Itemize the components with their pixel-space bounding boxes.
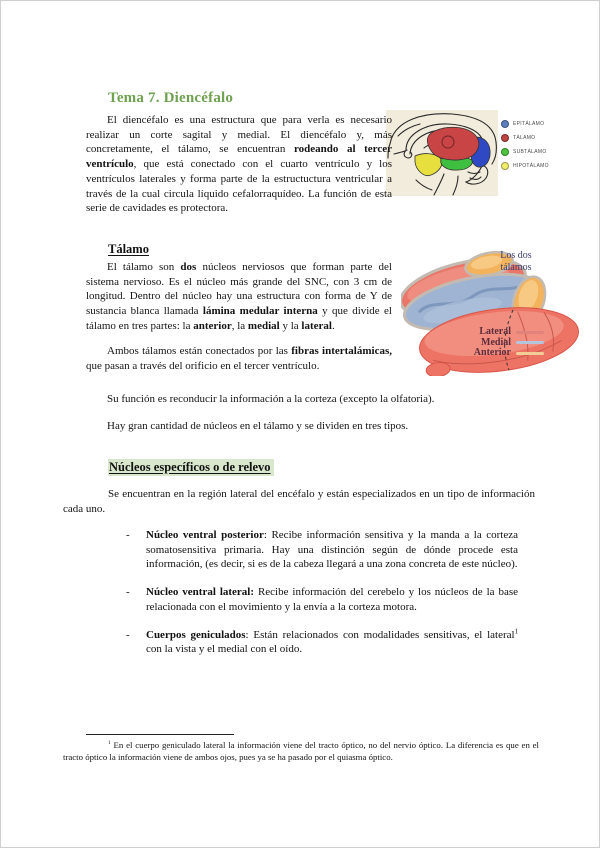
legend-color-swatch-subtalamo <box>501 148 509 156</box>
intro-paragraph: El diencéfalo es una estructura que para verla es necesario realizar un corte sagital y medial. El diencéfalo y, más concretamente, el tálamo, se encuentran rodeando al tercer ventrículo, que está conectado con el cuarto ventrículo y los ventrículos laterales y forma parte de la estructuctura ventricular a través de la cual circula líquido cefalorraquídeo. La función de esta serie de cavidades es protectora. <box>86 114 392 215</box>
brain-sagittal-illustration <box>386 110 498 196</box>
legend-label: SUBTÁLAMO <box>513 149 547 155</box>
legend-label: Medial <box>481 336 511 348</box>
bullet-text: Núcleo ventral lateral: Recibe información del cerebelo y los núcleos de la base relacionada con el movimiento y la envía a la corteza motora. <box>146 586 519 613</box>
section-heading-talamo: Tálamo <box>108 242 149 256</box>
talamo-paragraph-4: Hay gran cantidad de núcleos en el tálamo y se dividen en tres tipos. <box>107 420 409 432</box>
legend-color-swatch-epitalamo <box>501 120 509 128</box>
thalamus-figure-caption: Los dos tálamos <box>500 250 532 273</box>
talamo-paragraph-2: Ambos tálamos están conectados por las fibras intertalámicas, que pasan a través del orificio en el tercer ventrículo. <box>86 345 392 372</box>
thalamus-figure-legend <box>447 327 544 359</box>
legend-color-swatch-hipotalamo <box>501 162 509 170</box>
bullet-dash: - <box>126 529 130 541</box>
legend-item <box>447 327 544 338</box>
section-heading-nucleos-wrap <box>108 458 274 476</box>
bullet-dash: - <box>126 586 130 599</box>
nucleos-bullet-list <box>126 528 518 670</box>
legend-label: HIPOTÁLAMO <box>513 163 549 169</box>
page-title: Tema 7. Diencéfalo <box>108 90 234 106</box>
legend-label: Anterior <box>473 347 511 359</box>
bullet-dash: - <box>126 628 130 641</box>
section-heading-nucleos: Núcleos específicos o de relevo <box>108 459 274 476</box>
nucleos-intro-paragraph: Se encuentran en la región lateral del encéfalo y están especializados en un tipo de información cada uno. <box>63 488 535 515</box>
legend-color-dash-anterior <box>516 352 544 355</box>
thalamus-figure <box>401 248 593 376</box>
legend-item <box>501 148 549 156</box>
brain-region-talamo <box>427 127 478 160</box>
bullet-item-ventral-posterior <box>126 528 518 572</box>
bullet-item-cuerpos-geniculados <box>126 628 518 657</box>
brain-sagittal-figure <box>386 110 578 200</box>
talamo-paragraph-1: El tálamo son dos núcleos nerviosos que forman parte del sistema nervioso. Es el núcleo más grande del SNC, con 3 cm de longitud. Dentro del núcleo hay una estructura con forma de Y de sustancia blanca llamada lámina medular interna y que divide el tálamo en tres partes: la anterior, la medial y la lateral. <box>86 261 392 332</box>
legend-item <box>501 134 549 142</box>
bullet-item-ventral-lateral <box>126 585 518 614</box>
legend-label: Lateral <box>479 326 511 338</box>
talamo-paragraph-3: Su función es reconducir la información a la corteza (excepto la olfatoria). <box>107 393 435 405</box>
legend-item <box>501 162 549 170</box>
legend-item <box>501 120 549 128</box>
legend-color-dash-medial <box>516 341 544 344</box>
bullet-text: Núcleo ventral posterior: Recibe información sensitiva y la manda a la corteza somatosensitiva primaria. Hay una distinción según de dónde procede esta información, (es decir, si es de la cabeza llegará a una zona concreta de este núcleo). <box>146 529 518 571</box>
brain-figure-legend <box>501 120 549 176</box>
legend-item <box>447 348 544 359</box>
bullet-text: Cuerpos geniculados: Están relacionados con modalidades sensitivas, el lateral$^1$ con la vista y el medial con el oído. <box>146 627 518 656</box>
footnote-separator <box>86 734 234 735</box>
legend-color-swatch-talamo <box>501 134 509 142</box>
legend-label: EPITÁLAMO <box>513 121 545 127</box>
legend-label: TÁLAMO <box>513 135 536 141</box>
legend-color-dash-lateral <box>516 331 544 334</box>
footnote-text: $^1$ En el cuerpo geniculado lateral la información viene del tracto óptico, no del nervio óptico. La diferencia es que en el tracto óptico la información viene de ambos ojos, pues ya se ha pasado por el quiasma óptico. <box>63 740 539 762</box>
